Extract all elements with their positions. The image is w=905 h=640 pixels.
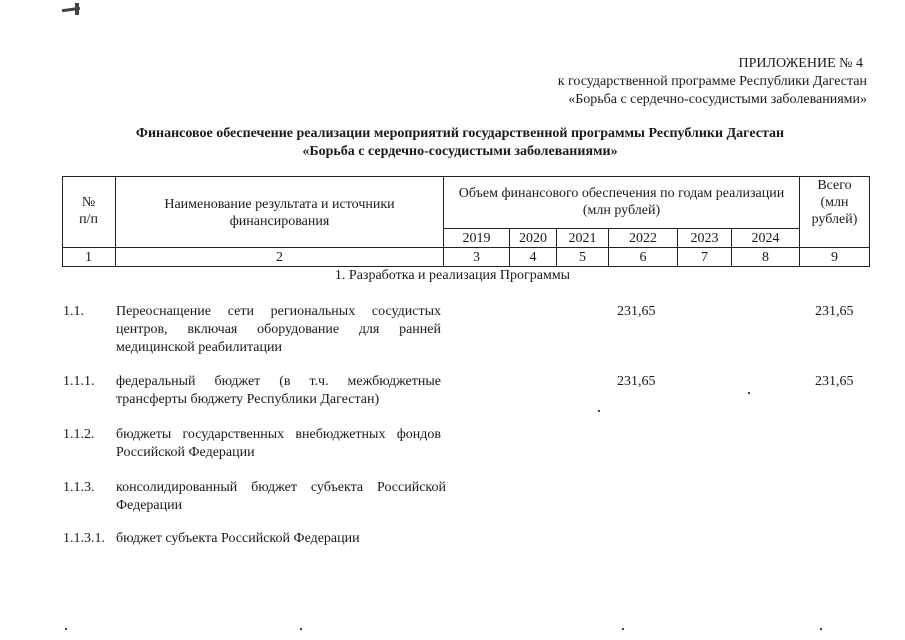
year-cell: 2019 [462, 231, 491, 246]
row-name: Переоснащение сети региональных сосудистых центров, включая оборудование для ранней медицинской реабилитации [116, 304, 441, 355]
column-number: 5 [579, 250, 586, 265]
year-cell: 2021 [568, 231, 597, 246]
table-header [62, 176, 870, 267]
document-title-line: «Борьба с сердечно-сосудистыми заболеваниями» [302, 144, 618, 159]
scan-mark [65, 628, 67, 630]
section-title: 1. Разработка и реализация Программы [334, 268, 571, 283]
appendix-line: «Борьба с сердечно-сосудистыми заболеваниями» [568, 92, 867, 107]
scan-mark [75, 3, 79, 15]
header-num: № п/п [79, 195, 98, 227]
year-cell: 2022 [629, 231, 657, 246]
column-number: 2 [276, 250, 283, 265]
header-name: Наименование результата и источники финансирования [164, 197, 395, 229]
document-title-line: Финансовое обеспечение реализации мероприятий государственной программы Республики Дагестан [135, 126, 785, 141]
row-name: федеральный бюджет (в т.ч. межбюджетные трансферты бюджету Республики Дагестан) [116, 374, 441, 407]
column-number: 8 [762, 250, 769, 265]
row-number: 1.1.2. [63, 427, 95, 442]
row-number: 1.1. [63, 304, 84, 319]
row-number: 1.1.3.1. [63, 531, 105, 546]
appendix-title: ПРИЛОЖЕНИЕ № 4 [738, 56, 863, 71]
value-total: 231,65 [815, 374, 854, 389]
column-number: 4 [529, 250, 537, 265]
value-2022: 231,65 [617, 304, 656, 319]
row-number: 1.1.3. [63, 480, 95, 495]
document-title [60, 125, 860, 161]
column-number: 1 [85, 250, 92, 265]
scan-mark [748, 392, 750, 394]
header-volume: Объем финансового обеспечения по годам реализации (млн рублей) [458, 186, 785, 218]
value-total: 231,65 [815, 304, 854, 319]
appendix-line: к государственной программе Республики Дагестан [557, 74, 867, 89]
scan-mark [598, 410, 600, 412]
scan-mark [300, 628, 302, 630]
row-name: бюджеты государственных внебюджетных фондов Российской Федерации [116, 427, 441, 460]
year-cell: 2023 [690, 231, 719, 246]
year-cell: 2020 [519, 231, 547, 246]
appendix-header [558, 55, 867, 109]
column-number: 9 [831, 250, 838, 265]
scan-mark [622, 628, 624, 630]
scan-mark [820, 628, 822, 630]
column-number: 3 [473, 250, 480, 265]
value-2022: 231,65 [617, 374, 656, 389]
row-number: 1.1.1. [63, 374, 95, 389]
row-name: консолидированный бюджет субъекта Российской Федерации [116, 480, 446, 513]
year-cell: 2024 [751, 231, 780, 246]
row-name: бюджет субъекта Российской Федерации [116, 531, 360, 546]
column-number: 6 [639, 250, 647, 265]
header-total: Всего (млн рублей) [811, 178, 858, 227]
column-number: 7 [701, 250, 708, 265]
